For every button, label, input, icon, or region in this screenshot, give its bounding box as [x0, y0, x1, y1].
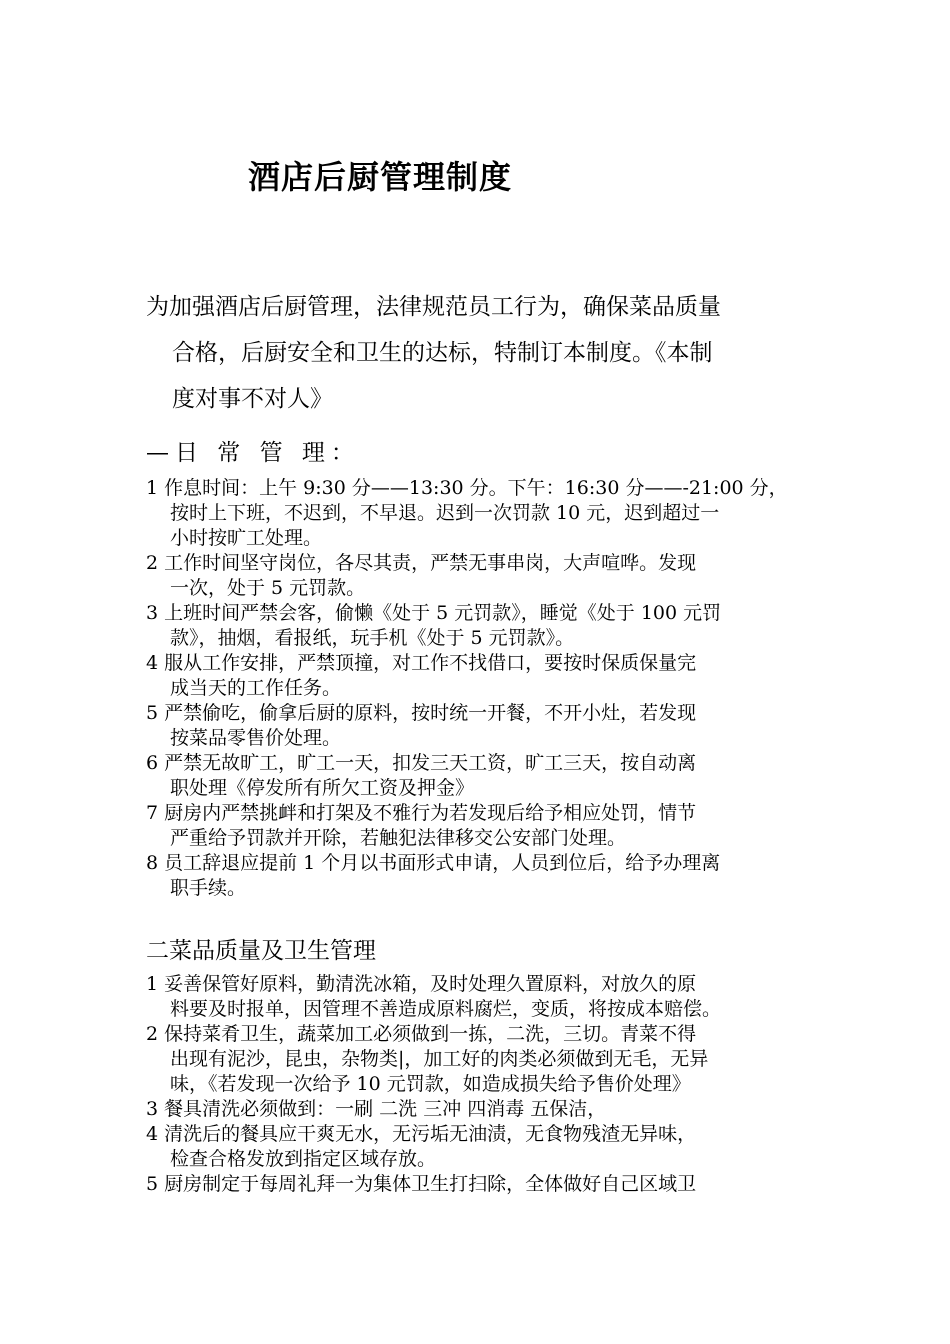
- rule-item: [146, 1022, 836, 1097]
- intro-line: 合格，后厨安全和卫生的达标，特制订本制度。《本制: [172, 340, 713, 366]
- rule-line: 职手续。: [170, 877, 247, 899]
- section-heading-quality-hygiene: 二菜品质量及卫生管理: [146, 938, 376, 964]
- rule-line: 职处理《停发所有所欠工资及押金》: [170, 777, 475, 799]
- rule-line: 4 清洗后的餐具应干爽无水，无污垢无油渍，无食物残渣无异味，: [146, 1123, 697, 1145]
- rule-item: [146, 972, 836, 1022]
- intro-line: 度对事不对人》: [172, 386, 333, 412]
- rule-item: [146, 701, 836, 751]
- rule-item: [146, 1172, 836, 1197]
- rule-line: 2 保持菜肴卫生，蔬菜加工必须做到一拣，二洗，三切。青菜不得: [146, 1023, 697, 1045]
- quality-hygiene-rules-list: [146, 972, 836, 1197]
- rule-line: 2 工作时间坚守岗位，各尽其责，严禁无事串岗，大声喧哗。发现: [146, 552, 697, 574]
- rule-item: [146, 851, 836, 901]
- rule-line: 严重给予罚款并开除，若触犯法律移交公安部门处理。: [170, 827, 627, 849]
- rule-line: 小时按旷工处理。: [170, 527, 323, 549]
- rule-line: 款》，抽烟，看报纸，玩手机《处于 5 元罚款》。: [170, 627, 575, 649]
- rule-line: 出现有泥沙，昆虫，杂物类|，加工好的肉类必须做到无毛，无异: [170, 1048, 709, 1070]
- rule-item: [146, 476, 836, 551]
- rule-line: 成当天的工作任务。: [170, 677, 342, 699]
- daily-management-rules-list: [146, 476, 836, 901]
- rule-item: [146, 601, 836, 651]
- rule-line: 按菜品零售价处理。: [170, 727, 342, 749]
- rule-line: 1 作息时间：上午 9:30 分——13:30 分。下午：16:30 分——-21:00 分，: [146, 477, 788, 499]
- rule-line: 1 妥善保管好原料，勤清洗冰箱，及时处理久置原料，对放久的原: [146, 973, 697, 995]
- intro-line: 为加强酒店后厨管理，法律规范员工行为，确保菜品质量: [146, 294, 721, 320]
- rule-item: [146, 751, 836, 801]
- section-heading-daily-management: —日 常 管 理：: [146, 440, 360, 466]
- rule-line: 5 厨房制定于每周礼拜一为集体卫生打扫除，全体做好自己区域卫: [146, 1173, 697, 1195]
- rule-line: 6 严禁无故旷工，旷工一天，扣发三天工资，旷工三天，按自动离: [146, 752, 697, 774]
- rule-item: [146, 651, 836, 701]
- intro-paragraph: [146, 284, 826, 422]
- rule-line: 味，《若发现一次给予 10 元罚款，如造成损失给予售价处理》: [170, 1073, 691, 1095]
- rule-line: 按时上下班，不迟到，不早退。迟到一次罚款 10 元，迟到超过一: [170, 502, 720, 524]
- rule-line: 3 上班时间严禁会客，偷懒《处于 5 元罚款》，睡觉《处于 100 元罚: [146, 602, 722, 624]
- rule-line: 5 严禁偷吃，偷拿后厨的原料，按时统一开餐，不开小灶，若发现: [146, 702, 697, 724]
- rule-line: 检查合格发放到指定区域存放。: [170, 1148, 437, 1170]
- rule-line: 3 餐具清洗必须做到：一刷 二洗 三冲 四消毒 五保洁，: [146, 1098, 607, 1120]
- rule-line: 7 厨房内严禁挑衅和打架及不雅行为若发现后给予相应处罚，情节: [146, 802, 697, 824]
- rule-item: [146, 801, 836, 851]
- rule-line: 一次，处于 5 元罚款。: [170, 577, 366, 599]
- rule-line: 料要及时报单，因管理不善造成原料腐烂，变质，将按成本赔偿。: [170, 998, 722, 1020]
- rule-line: 4 服从工作安排，严禁顶撞，对工作不找借口，要按时保质保量完: [146, 652, 697, 674]
- document-title: 酒店后厨管理制度: [248, 158, 513, 196]
- rule-item: [146, 1097, 836, 1122]
- rule-line: 8 员工辞退应提前 1 个月以书面形式申请，人员到位后，给予办理离: [146, 852, 721, 874]
- rule-item: [146, 551, 836, 601]
- rule-item: [146, 1122, 836, 1172]
